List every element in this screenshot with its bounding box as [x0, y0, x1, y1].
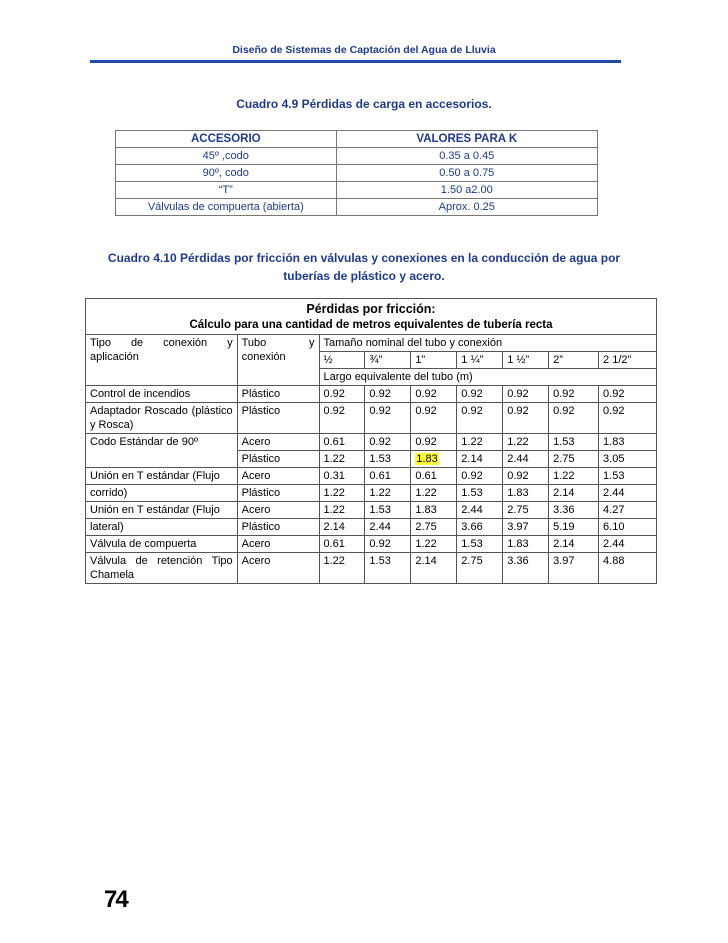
- table1-caption: Cuadro 4.9 Pérdidas de carga en accesorios.: [236, 97, 492, 111]
- table2-caption-line1: Cuadro 4.10 Pérdidas por fricción en válvulas y conexiones en la conducción de agua por: [107, 251, 621, 265]
- cell-tipo-conexion: Unión en T estándar (Flujo: [86, 502, 238, 519]
- cell-value: 5.19: [549, 519, 599, 536]
- cell-value: 0.92: [599, 386, 657, 403]
- cell-value: 2.14: [411, 553, 457, 584]
- cell-value: [411, 451, 457, 468]
- cell-value: 0.92: [319, 403, 365, 434]
- col-header-tamano: Tamaño nominal del tubo y conexión: [319, 335, 657, 352]
- cell-value: 0.92: [503, 403, 549, 434]
- cell-tubo: Plástico: [237, 386, 319, 403]
- cell-value: 0.92: [365, 403, 411, 434]
- cell-tipo-conexion: Unión en T estándar (Flujo: [86, 468, 238, 485]
- cell-value: 1.22: [549, 468, 599, 485]
- cell-valor-k: 1.50 a2.00: [336, 182, 597, 199]
- cell-value: 1.53: [599, 468, 657, 485]
- cell-value: 4.27: [599, 502, 657, 519]
- cell-value: 3.36: [549, 502, 599, 519]
- cell-value: 3.97: [503, 519, 549, 536]
- table-row: [86, 403, 657, 434]
- cell-value: 3.66: [457, 519, 503, 536]
- cell-value: 1.22: [365, 485, 411, 502]
- cell-valor-k: 0.35 a 0.45: [336, 148, 597, 165]
- cell-value: 0.61: [411, 468, 457, 485]
- size-header: 1”: [411, 352, 457, 369]
- cell-value: 2.75: [411, 519, 457, 536]
- table-row: [86, 386, 657, 403]
- cell-value: 2.14: [457, 451, 503, 468]
- cell-value: 3.97: [549, 553, 599, 584]
- table-row: [86, 434, 657, 451]
- cell-accesorio: 90º, codo: [116, 165, 337, 182]
- cell-tubo: Plástico: [237, 485, 319, 502]
- cell-value: 2.44: [503, 451, 549, 468]
- cell-value: 0.92: [549, 403, 599, 434]
- cell-value: 1.22: [411, 536, 457, 553]
- cell-value: 1.83: [503, 485, 549, 502]
- cell-value: 0.92: [411, 434, 457, 451]
- table-row: [86, 502, 657, 519]
- table1-header-row: [116, 131, 598, 148]
- cell-value: 0.61: [319, 434, 365, 451]
- cell-tipo-conexion: lateral): [86, 519, 238, 536]
- size-header: 2 1/2”: [599, 352, 657, 369]
- table-row: [116, 165, 598, 182]
- cell-value: 2.75: [503, 502, 549, 519]
- cell-value: 0.92: [503, 386, 549, 403]
- cell-value: 2.14: [549, 485, 599, 502]
- cell-tubo: Acero: [237, 502, 319, 519]
- table2-header-row: [86, 335, 657, 352]
- cell-value: 0.92: [365, 434, 411, 451]
- table-row: [86, 536, 657, 553]
- cell-value: 3.05: [599, 451, 657, 468]
- cell-tubo: Acero: [237, 536, 319, 553]
- size-header: 1 ¼”: [457, 352, 503, 369]
- cell-valor-k: Aprox. 0.25: [336, 199, 597, 216]
- table-friction-losses: [85, 298, 657, 584]
- cell-tubo: Acero: [237, 434, 319, 451]
- table-row: [86, 519, 657, 536]
- cell-value: 1.53: [365, 451, 411, 468]
- cell-value: 1.53: [549, 434, 599, 451]
- cell-accesorio: 45º ,codo: [116, 148, 337, 165]
- cell-value: 1.53: [365, 502, 411, 519]
- cell-value: 1.83: [411, 502, 457, 519]
- cell-value: 2.44: [599, 536, 657, 553]
- cell-value: 6.10: [599, 519, 657, 536]
- cell-value: 2.44: [599, 485, 657, 502]
- cell-value: 1.53: [365, 553, 411, 584]
- header-rule: [90, 60, 621, 63]
- cell-value: 1.22: [411, 485, 457, 502]
- largo-equivalente-label: Largo equivalente del tubo (m): [319, 369, 657, 386]
- cell-value: 0.92: [457, 386, 503, 403]
- table2-subtitle: Cálculo para una cantidad de metros equivalentes de tubería recta: [86, 317, 657, 335]
- highlighted-value: 1.83: [416, 453, 438, 465]
- cell-tipo-conexion: Válvula de compuerta: [86, 536, 238, 553]
- size-header: ¾”: [365, 352, 411, 369]
- cell-value: 0.31: [319, 468, 365, 485]
- page-number: 74: [104, 886, 127, 913]
- table-accessories: [115, 130, 598, 216]
- cell-tubo: Plástico: [237, 519, 319, 536]
- cell-accesorio: “T”: [116, 182, 337, 199]
- cell-value: 1.53: [457, 485, 503, 502]
- cell-tipo-conexion: Control de incendios: [86, 386, 238, 403]
- cell-value: 0.92: [599, 403, 657, 434]
- cell-tipo-conexion: Válvula de retención Tipo Chamela: [86, 553, 238, 584]
- col-header-tipo: Tipo de conexión y aplicación: [86, 335, 238, 386]
- cell-value: 0.92: [457, 403, 503, 434]
- col-header-accesorio: ACCESORIO: [116, 131, 337, 148]
- table2-caption: [0, 249, 728, 285]
- col-header-tubo: Tubo y conexión: [237, 335, 319, 386]
- cell-value: 0.92: [457, 468, 503, 485]
- cell-value: 1.22: [319, 485, 365, 502]
- cell-value: 1.83: [503, 536, 549, 553]
- cell-value: 1.22: [319, 553, 365, 584]
- cell-tipo-conexion: corrido): [86, 485, 238, 502]
- cell-value: 1.22: [503, 434, 549, 451]
- cell-value: 0.92: [319, 386, 365, 403]
- table-row: [86, 485, 657, 502]
- cell-value: 2.75: [549, 451, 599, 468]
- table2-body: [86, 386, 657, 584]
- size-header: 2”: [549, 352, 599, 369]
- col-header-valores-k: VALORES PARA K: [336, 131, 597, 148]
- cell-value: 0.92: [365, 536, 411, 553]
- cell-value: 3.36: [503, 553, 549, 584]
- cell-value: 0.92: [365, 386, 411, 403]
- cell-accesorio: Válvulas de compuerta (abierta): [116, 199, 337, 216]
- cell-tubo: Acero: [237, 553, 319, 584]
- cell-tubo: Plástico: [237, 403, 319, 434]
- cell-value: 0.61: [319, 536, 365, 553]
- cell-value: 2.14: [319, 519, 365, 536]
- table-row: [116, 148, 598, 165]
- cell-value: 0.61: [365, 468, 411, 485]
- cell-value: 0.92: [411, 403, 457, 434]
- cell-tipo-conexion: Adaptador Roscado (plástico y Rosca): [86, 403, 238, 434]
- cell-valor-k: 0.50 a 0.75: [336, 165, 597, 182]
- cell-value: 2.14: [549, 536, 599, 553]
- cell-tipo-conexion: Codo Estándar de 90º: [86, 434, 238, 468]
- table-row: [86, 553, 657, 584]
- table-row: [116, 199, 598, 216]
- cell-value: 1.53: [457, 536, 503, 553]
- table-row: [86, 468, 657, 485]
- cell-value: 1.83: [599, 434, 657, 451]
- cell-value: 1.22: [319, 502, 365, 519]
- cell-value: 2.44: [457, 502, 503, 519]
- cell-value: 0.92: [411, 386, 457, 403]
- size-header: ½: [319, 352, 365, 369]
- table2-caption-line2: tuberías de plástico y acero.: [283, 269, 445, 283]
- size-header: 1 ½”: [503, 352, 549, 369]
- cell-value: 2.44: [365, 519, 411, 536]
- table-row: [116, 182, 598, 199]
- cell-tubo: Plástico: [237, 451, 319, 468]
- cell-value: 4.88: [599, 553, 657, 584]
- table2-title: Pérdidas por fricción:: [86, 299, 657, 318]
- cell-value: 1.22: [319, 451, 365, 468]
- cell-value: 0.92: [503, 468, 549, 485]
- running-header: Diseño de Sistemas de Captación del Agua de Lluvia: [232, 44, 496, 56]
- cell-value: 2.75: [457, 553, 503, 584]
- cell-tubo: Acero: [237, 468, 319, 485]
- cell-value: 0.92: [549, 386, 599, 403]
- cell-value: 1.22: [457, 434, 503, 451]
